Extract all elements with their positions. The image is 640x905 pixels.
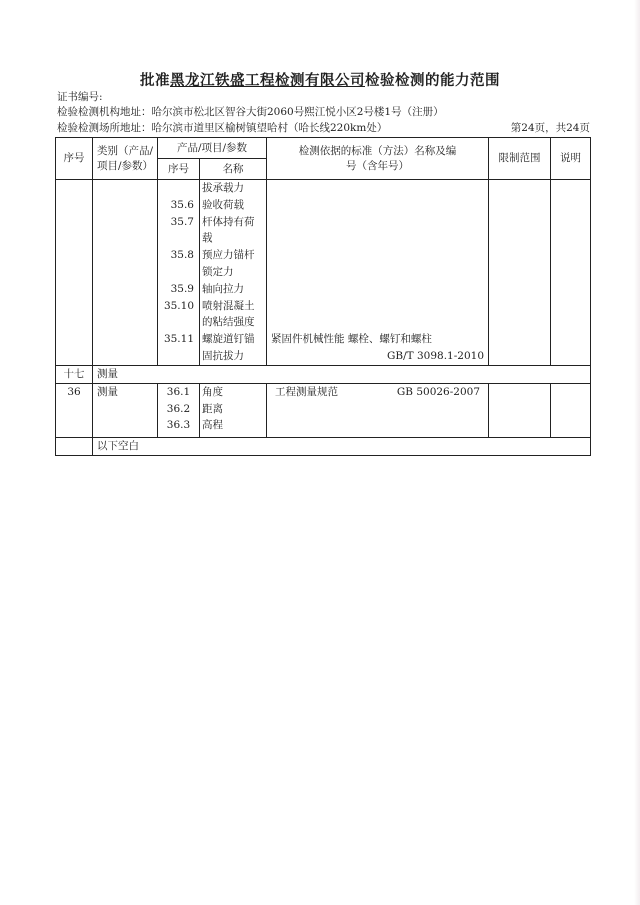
row-sub-names	[200, 383, 267, 437]
table-row	[56, 383, 591, 437]
page-number: 第24页，共24页	[510, 122, 590, 134]
sub-name: 轴向拉力	[202, 282, 244, 295]
standard-code: GB 50026-2007	[396, 385, 481, 398]
sub-name: 距离	[202, 402, 223, 415]
row-sub-names	[200, 180, 267, 366]
sub-number: 36.2	[166, 402, 191, 415]
sub-name: 固抗拔力	[202, 349, 244, 362]
header-note: 说明	[551, 138, 591, 180]
blank-note: 以下空白	[93, 437, 591, 455]
sub-number: 35.8	[170, 249, 194, 262]
table-header-row	[56, 138, 591, 159]
sub-number: 35.6	[170, 198, 194, 211]
blank-row-seq-cell	[56, 437, 93, 455]
standard-code: GB/T 3098.1-2010	[387, 350, 485, 363]
sub-number: 35.9	[170, 282, 194, 295]
document-title	[0, 69, 640, 90]
row-limit-cell	[489, 180, 551, 366]
standard-name: 紧固件机械性能 螺栓、螺钉和螺柱	[271, 333, 432, 346]
capability-table	[55, 137, 591, 456]
organization-address: 检验检测机构地址：哈尔滨市松北区智谷大街2060号熙江悦小区2号楼1号（注册）	[57, 106, 444, 118]
header-sub-seq: 序号	[158, 159, 200, 180]
sub-number: 35.10	[163, 299, 194, 312]
section-name: 测量	[93, 366, 591, 384]
sub-number	[160, 264, 194, 281]
sub-name: 拔承载力	[202, 182, 244, 194]
blank-row	[56, 437, 591, 455]
row-standard-cell	[267, 180, 489, 366]
sub-name: 杆体持有荷	[202, 215, 255, 228]
sub-number	[160, 314, 194, 331]
header-product-group: 产品/项目/参数	[158, 138, 267, 159]
title-suffix: 检验检测的能力范围	[365, 72, 500, 89]
section-row	[56, 366, 591, 384]
certificate-number: 证书编号:	[57, 91, 103, 103]
row-limit-cell	[489, 383, 551, 437]
row-seq: 36	[56, 383, 93, 437]
standard-line	[275, 384, 480, 401]
sub-number: 36.3	[166, 419, 191, 432]
row-category-cell	[93, 180, 158, 366]
sub-number: 35.7	[170, 215, 194, 228]
sub-name: 验收荷载	[202, 198, 244, 211]
row-note-cell	[551, 180, 591, 366]
section-number: 十七	[56, 366, 93, 384]
row-seq-cell	[56, 180, 93, 366]
sub-number: 36.1	[166, 385, 191, 398]
sub-name: 载	[202, 232, 213, 245]
sub-name: 预应力锚杆	[202, 249, 255, 262]
sub-number	[160, 180, 194, 197]
header-limit: 限制范围	[489, 138, 551, 180]
row-standard-cell	[267, 383, 489, 437]
sub-number	[160, 230, 194, 247]
row-sub-numbers	[158, 383, 200, 437]
sub-number	[160, 348, 194, 365]
header-seq: 序号	[56, 138, 93, 180]
header-standard: 检测依据的标准（方法）名称及编号（含年号）	[267, 138, 489, 180]
site-address: 检验检测场所地址：哈尔滨市道里区榆树镇望哈村（哈长线220km处）	[57, 122, 388, 134]
header-name: 名称	[200, 159, 267, 180]
standard-name: 工程测量规范	[275, 385, 339, 398]
row-sub-numbers	[158, 180, 200, 366]
sub-name: 锁定力	[202, 265, 234, 278]
title-org: 黑龙江铁盛工程检测有限公司	[170, 72, 365, 89]
title-prefix: 批准	[140, 72, 170, 89]
scan-edge	[634, 0, 640, 905]
sub-name: 螺旋道钉锚	[202, 333, 255, 346]
sub-name: 的粘结强度	[202, 316, 255, 329]
sub-name: 高程	[202, 419, 223, 432]
row-category: 测量	[93, 383, 158, 437]
sub-number: 35.11	[163, 333, 194, 346]
header-category: 类别（产品/项目/参数）	[93, 138, 158, 180]
sub-name: 角度	[202, 385, 223, 398]
sub-name: 喷射混凝土	[202, 299, 255, 312]
table-row	[56, 180, 591, 366]
row-note-cell	[551, 383, 591, 437]
